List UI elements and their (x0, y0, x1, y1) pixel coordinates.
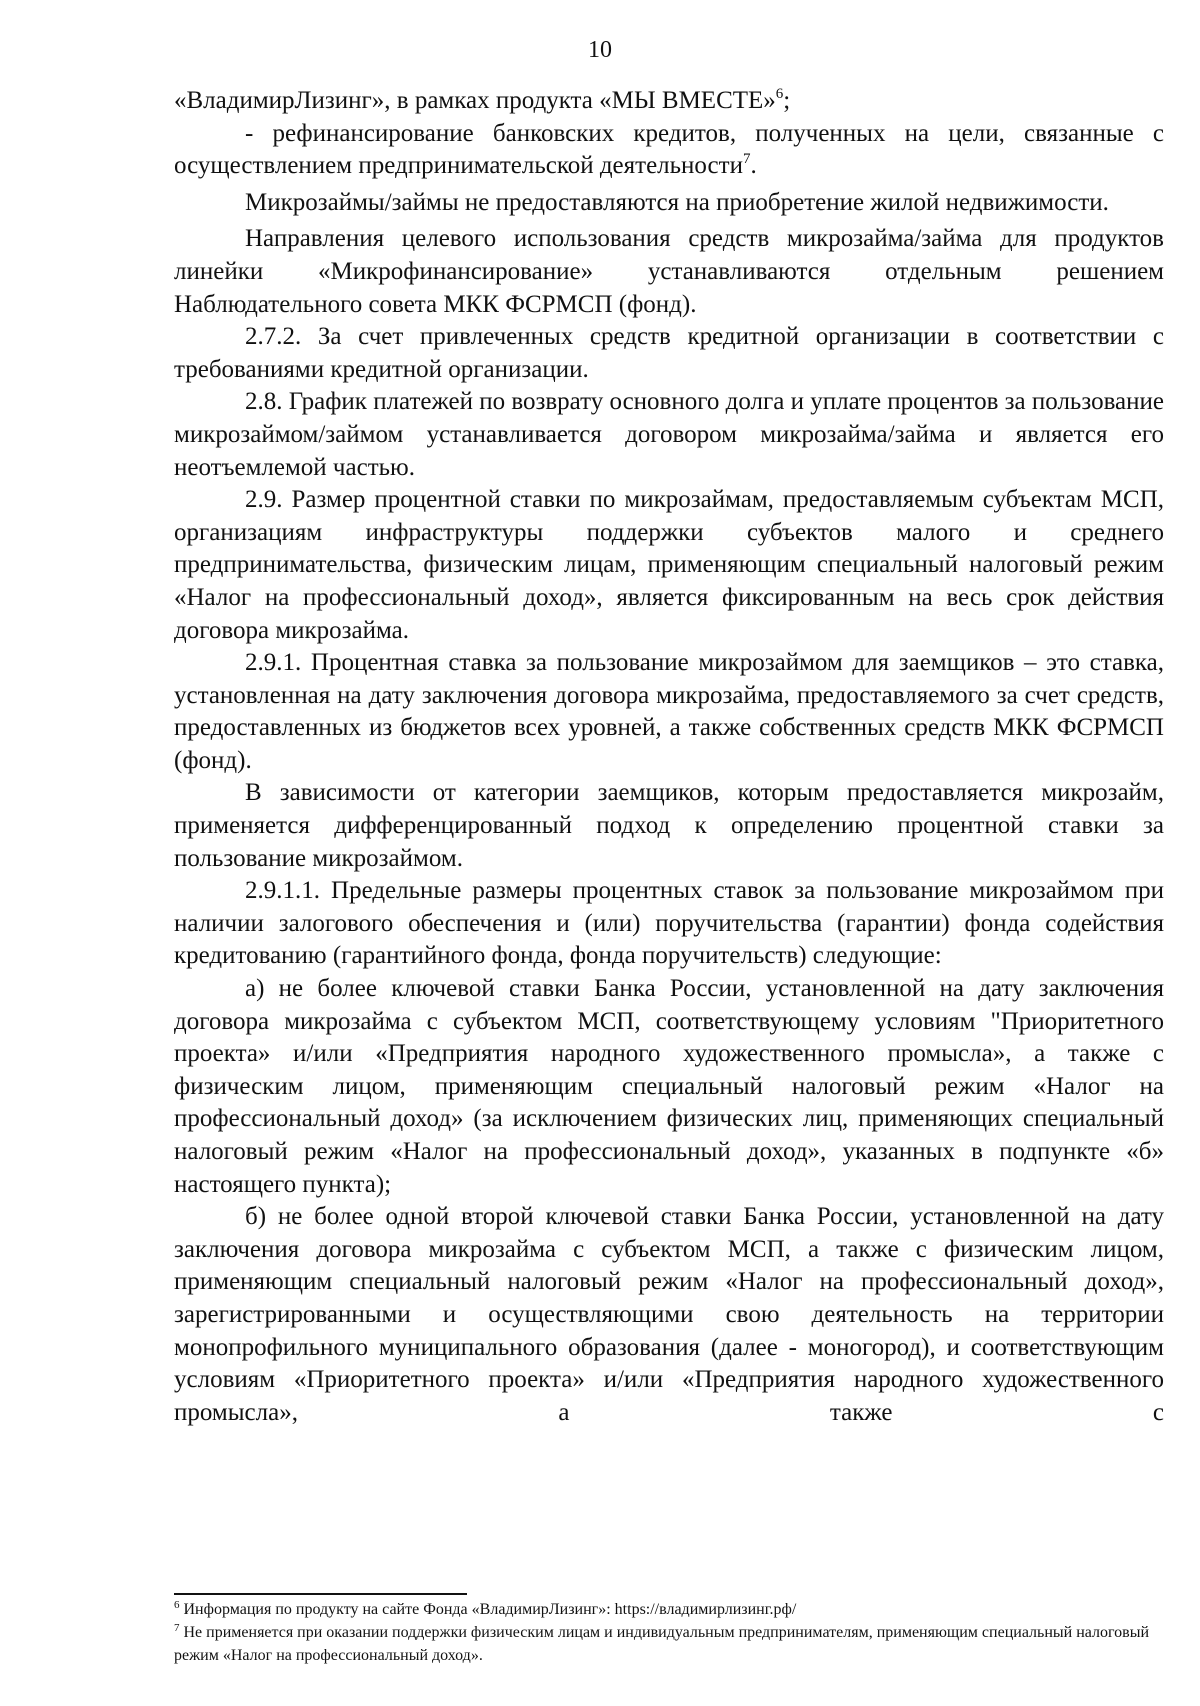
paragraph-2-9-1: 2.9.1. Процентная ставка за пользование микрозаймом для заемщиков – это ставка, установленная на дату заключения договора микрозайма, предоставляемого за счет средств, предоставленных из бюджетов всех уровней, а также собственных средств МКК ФСРМСП (фонд). (174, 649, 1164, 774)
paragraph-2-9: 2.9. Размер процентной ставки по микрозаймам, предоставляемым субъектам МСП, организациям инфраструктуры поддержки субъектов малого и среднего предпринимательства, физическим лицам, применяющим специальный налоговый режим «Налог на профессиональный доход», является фиксированным на весь срок действия договора микрозайма. (174, 486, 1164, 644)
paragraph-2-9-1-1: 2.9.1.1. Предельные размеры процентных ставок за пользование микрозаймом при наличии залогового обеспечения и (или) поручительства (гарантии) фонда содействия кредитованию (гарантийного фонда, фонда поручительств) следующие: (174, 877, 1164, 970)
paragraph-item-b: б) не более одной второй ключевой ставки Банка России, установленной на дату заключения договора микрозайма с субъектом МСП, а также с физическим лицом, применяющим специальный налоговый режим «Налог на профессиональный доход», зарегистрированными и осуществляющими свою деятельность на территории монопрофильного муниципального образования (далее - моногород), и соответствующим условиям «Приоритетного проекта» и/или «Предприятия народного художественного промысла», а также с (174, 1203, 1164, 1426)
page-number: 10 (588, 37, 612, 63)
paragraph-refinancing: - рефинансирование банковских кредитов, полученных на цели, связанные с осуществлением предпринимательской деятельности$^7$. (174, 119, 1164, 180)
paragraph-housing-restriction: Микрозаймы/займы не предоставляются на приобретение жилой недвижимости. (245, 188, 1109, 216)
paragraph-target-use: Направления целевого использования средств микрозайма/займа для продуктов линейки «Микрофинансирование» устанавливаются отдельным решением Наблюдательного совета МКК ФСРМСП (фонд). (174, 225, 1164, 318)
footnote-7: $^7$ Не применяется при оказании поддержки физическим лицам и индивидуальным предпринимателям, применяющим специальный налоговый режим «Налог на профессиональный доход». (174, 1622, 1150, 1664)
footnote-6: $^6$ Информация по продукту на сайте Фонда «ВладимирЛизинг»: https://владимирлизинг.рф/ (174, 1599, 797, 1618)
footnotes (174, 1598, 1164, 1667)
paragraph-2-8: 2.8. График платежей по возврату основного долга и уплате процентов за пользование микрозаймом/займом устанавливается договором микрозайма/займа и является его неотъемлемой частью. (174, 388, 1164, 481)
footnote-ref-7: 7 (742, 151, 751, 168)
paragraph-item-a: а) не более ключевой ставки Банка России, установленной на дату заключения договора микрозайма с субъектом МСП, соответствующему условиям "Приоритетного проекта» и/или «Предприятия народного художественного промысла», а также с физическим лицом, применяющим специальный налоговый режим «Налог на профессиональный доход» (за исключением физических лиц, применяющих специальный налоговый режим «Налог на профессиональный доход», указанных в подпункте «б» настоящего пункта); (174, 975, 1164, 1198)
paragraph-borrower-categories: В зависимости от категории заемщиков, которым предоставляется микрозайм, применяется дифференцированный подход к определению процентной ставки за пользование микрозаймом. (174, 779, 1164, 872)
document-body (174, 85, 1164, 1429)
paragraph-2-7-2: 2.7.2. За счет привлеченных средств кредитной организации в соответствии с требованиями кредитной организации. (174, 323, 1164, 383)
footnote-ref-6: 6 (775, 86, 784, 102)
paragraph-continuation: «ВладимирЛизинг», в рамках продукта «МЫ ВМЕСТЕ»$^6$; (174, 86, 791, 114)
footnote-separator (174, 1593, 467, 1595)
